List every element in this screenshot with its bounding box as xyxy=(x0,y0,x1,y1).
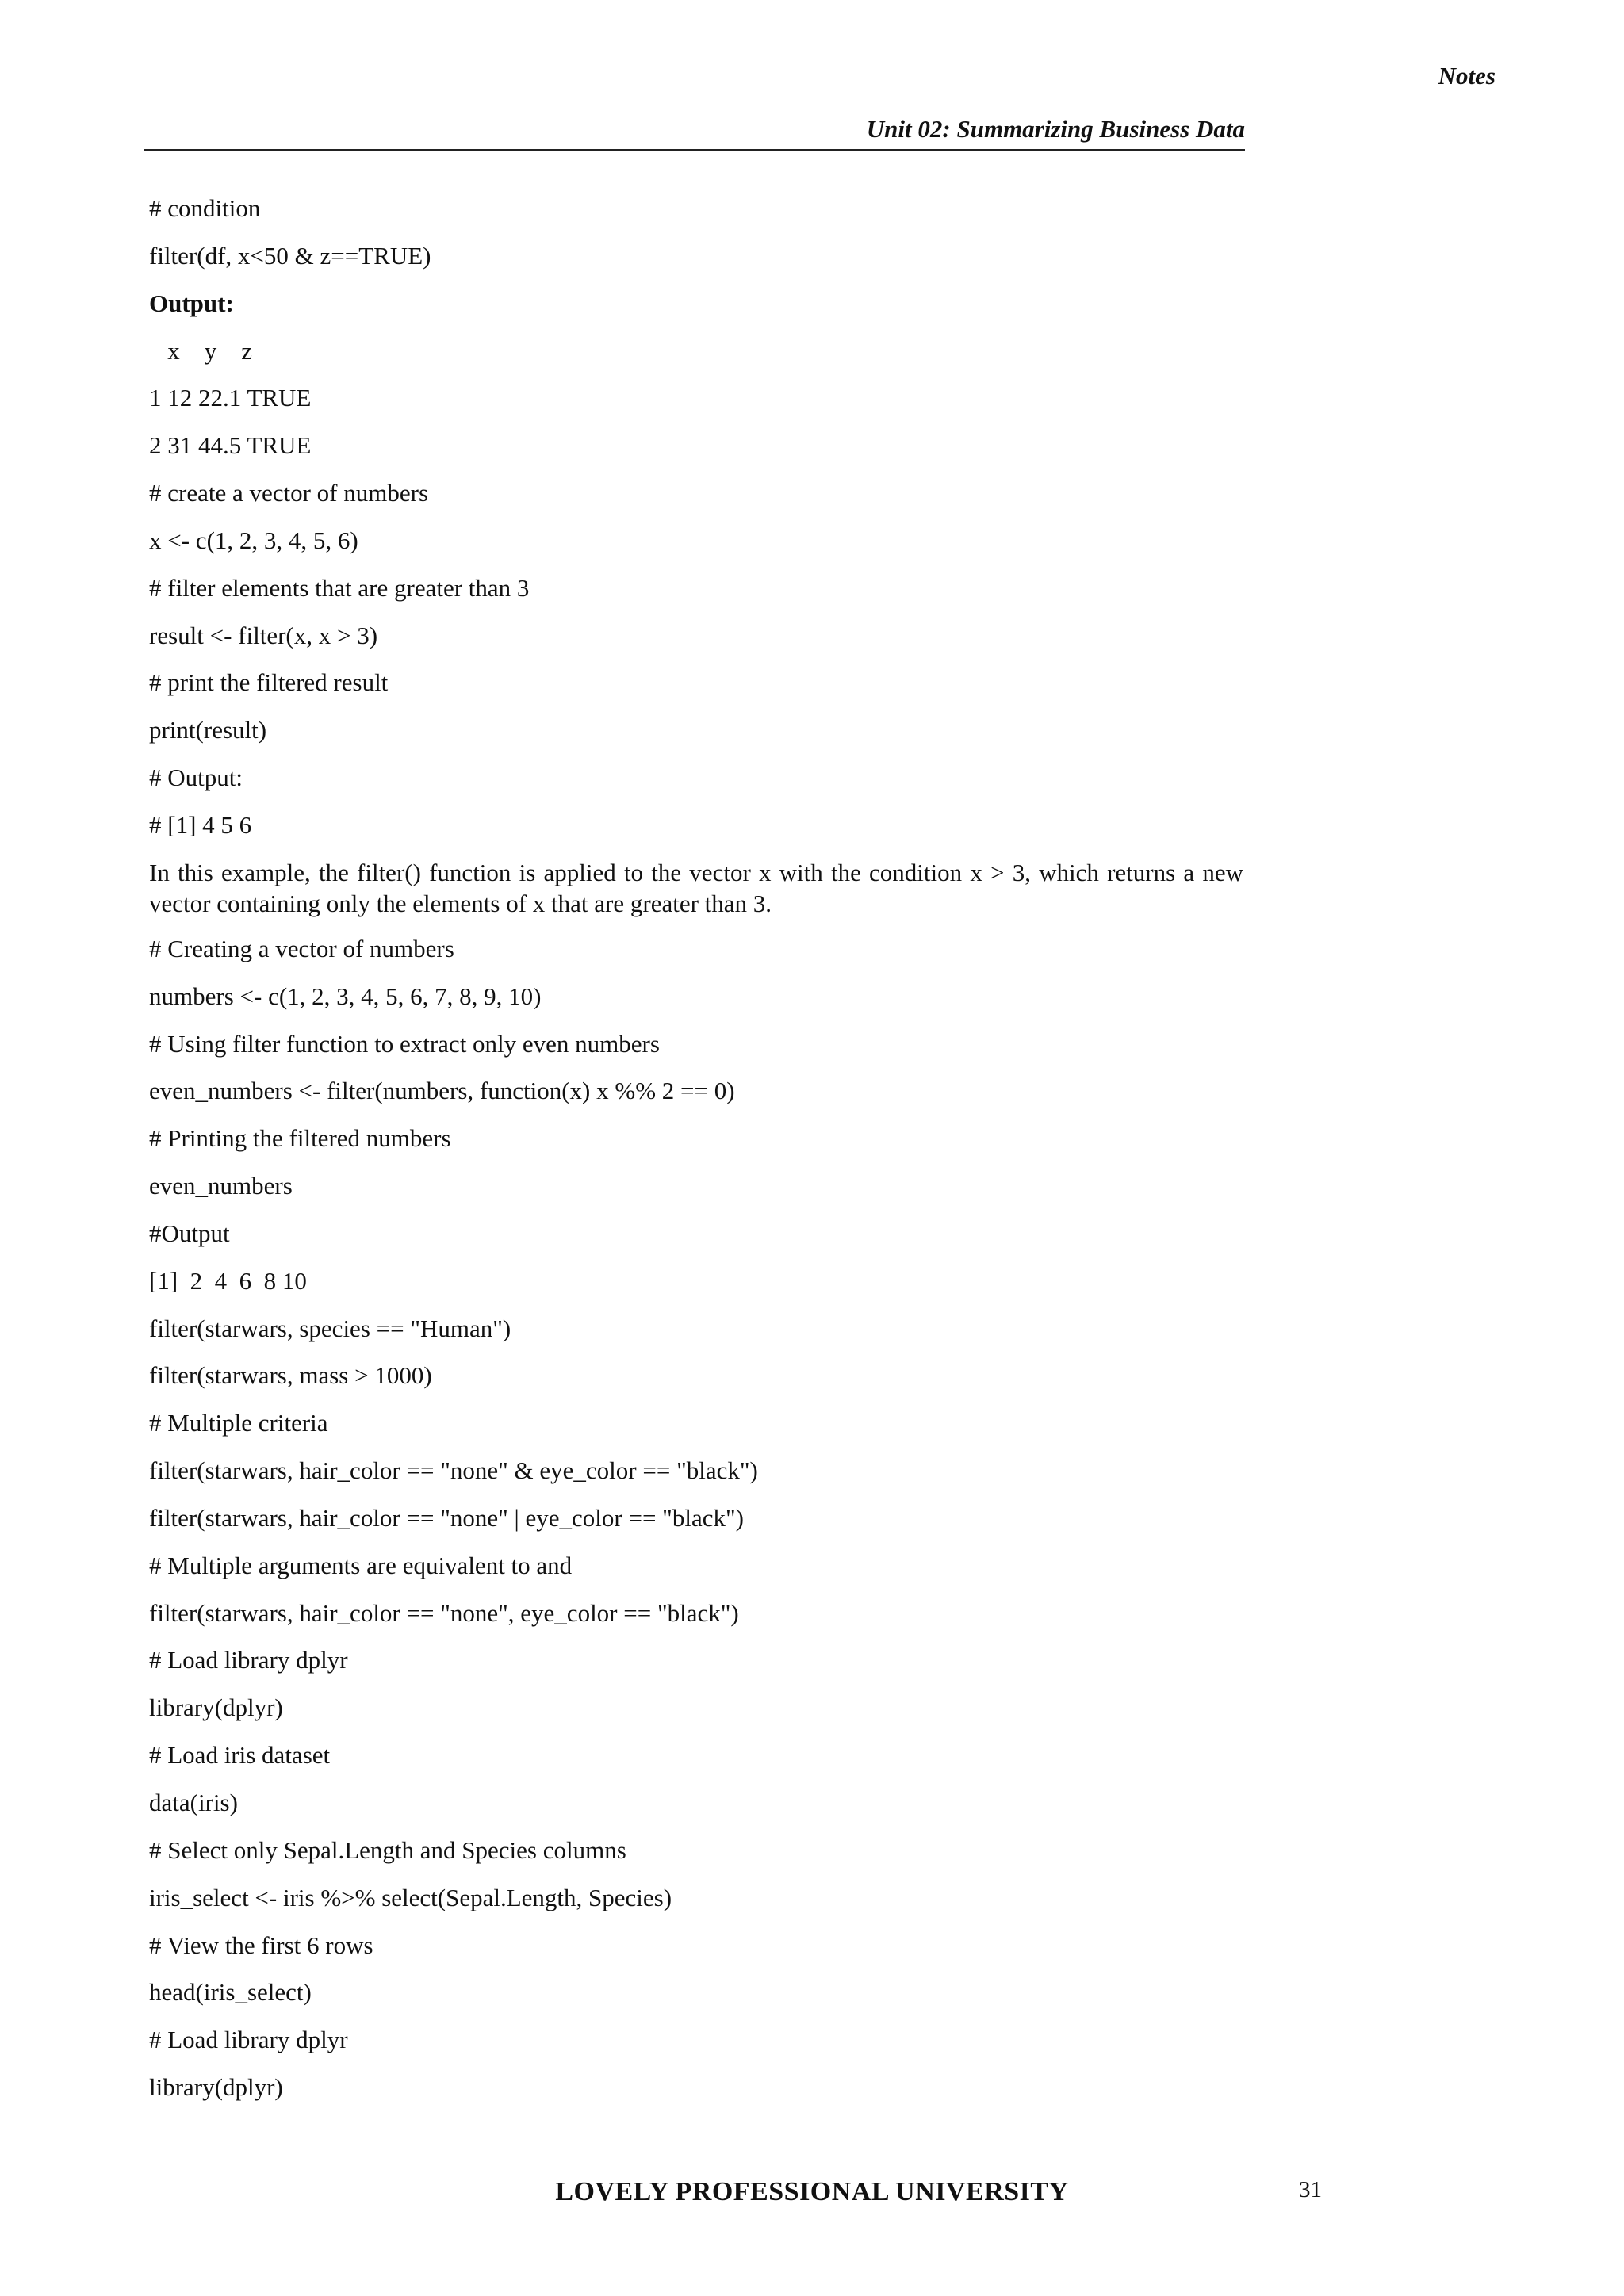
code-line: library(dplyr) xyxy=(149,2073,283,2102)
code-comment: # Select only Sepal.Length and Species columns xyxy=(149,1835,626,1864)
code-line: filter(starwars, mass > 1000) xyxy=(149,1361,432,1390)
output-row: 2 31 44.5 TRUE xyxy=(149,431,312,460)
code-comment: # Multiple criteria xyxy=(149,1409,328,1437)
code-comment: # Output: xyxy=(149,763,243,792)
code-comment: # Load iris dataset xyxy=(149,1741,331,1770)
page-number: 31 xyxy=(1299,2177,1322,2202)
code-line: even_numbers <- filter(numbers, function(x) x %% 2 == 0) xyxy=(149,1077,735,1105)
output-row: [1] 2 4 6 8 10 xyxy=(149,1266,307,1295)
output-row: 1 12 22.1 TRUE xyxy=(149,384,312,412)
code-comment: # Creating a vector of numbers xyxy=(149,934,454,962)
code-line: filter(starwars, species == "Human") xyxy=(149,1314,511,1342)
code-line: head(iris_select) xyxy=(149,1978,312,2007)
code-comment: # View the first 6 rows xyxy=(149,1931,373,1959)
code-comment: # [1] 4 5 6 xyxy=(149,810,252,839)
footer-university: LOVELY PROFESSIONAL UNIVERSITY xyxy=(555,2177,1069,2206)
code-comment: # Load library dplyr xyxy=(149,1646,348,1674)
code-line: iris_select <- iris %>% select(Sepal.Length, Species) xyxy=(149,1883,672,1911)
code-line: # condition xyxy=(149,194,261,222)
code-comment: # Printing the filtered numbers xyxy=(149,1124,451,1153)
running-header: Unit 02: Summarizing Business Data xyxy=(144,111,1245,151)
code-line: filter(starwars, hair_color == "none" & eye_color == "black") xyxy=(149,1456,758,1485)
code-line: filter(starwars, hair_color == "none", eye_color == "black") xyxy=(149,1598,739,1627)
code-line: filter(starwars, hair_color == "none" | eye_color == "black") xyxy=(149,1503,744,1532)
explanation-paragraph: In this example, the filter() function is applied to the vector x with the condition x > 3, which returns a new vector containing only the elements of x that are greater than 3. xyxy=(149,858,1243,917)
notes-label: Notes xyxy=(1438,62,1496,90)
code-comment: # Multiple arguments are equivalent to and xyxy=(149,1551,573,1579)
code-comment: # Load library dplyr xyxy=(149,2026,348,2054)
code-comment: # create a vector of numbers xyxy=(149,479,429,507)
code-comment: # Using filter function to extract only even numbers xyxy=(149,1029,660,1058)
code-line: data(iris) xyxy=(149,1789,238,1816)
page-content xyxy=(149,193,1243,2119)
output-heading: Output: xyxy=(149,289,234,317)
code-comment: # print the filtered result xyxy=(149,668,389,697)
code-comment: #Output xyxy=(149,1219,230,1247)
code-line: x <- c(1, 2, 3, 4, 5, 6) xyxy=(149,526,358,554)
code-line: print(result) xyxy=(149,716,267,744)
code-comment: # filter elements that are greater than 3 xyxy=(149,573,530,602)
code-line: even_numbers xyxy=(149,1172,293,1200)
code-line: numbers <- c(1, 2, 3, 4, 5, 6, 7, 8, 9, 10) xyxy=(149,982,542,1010)
code-line: library(dplyr) xyxy=(149,1693,283,1722)
output-header-row: x y z xyxy=(149,336,253,365)
code-line: result <- filter(x, x > 3) xyxy=(149,621,378,649)
code-line: filter(df, x<50 & z==TRUE) xyxy=(149,241,431,270)
